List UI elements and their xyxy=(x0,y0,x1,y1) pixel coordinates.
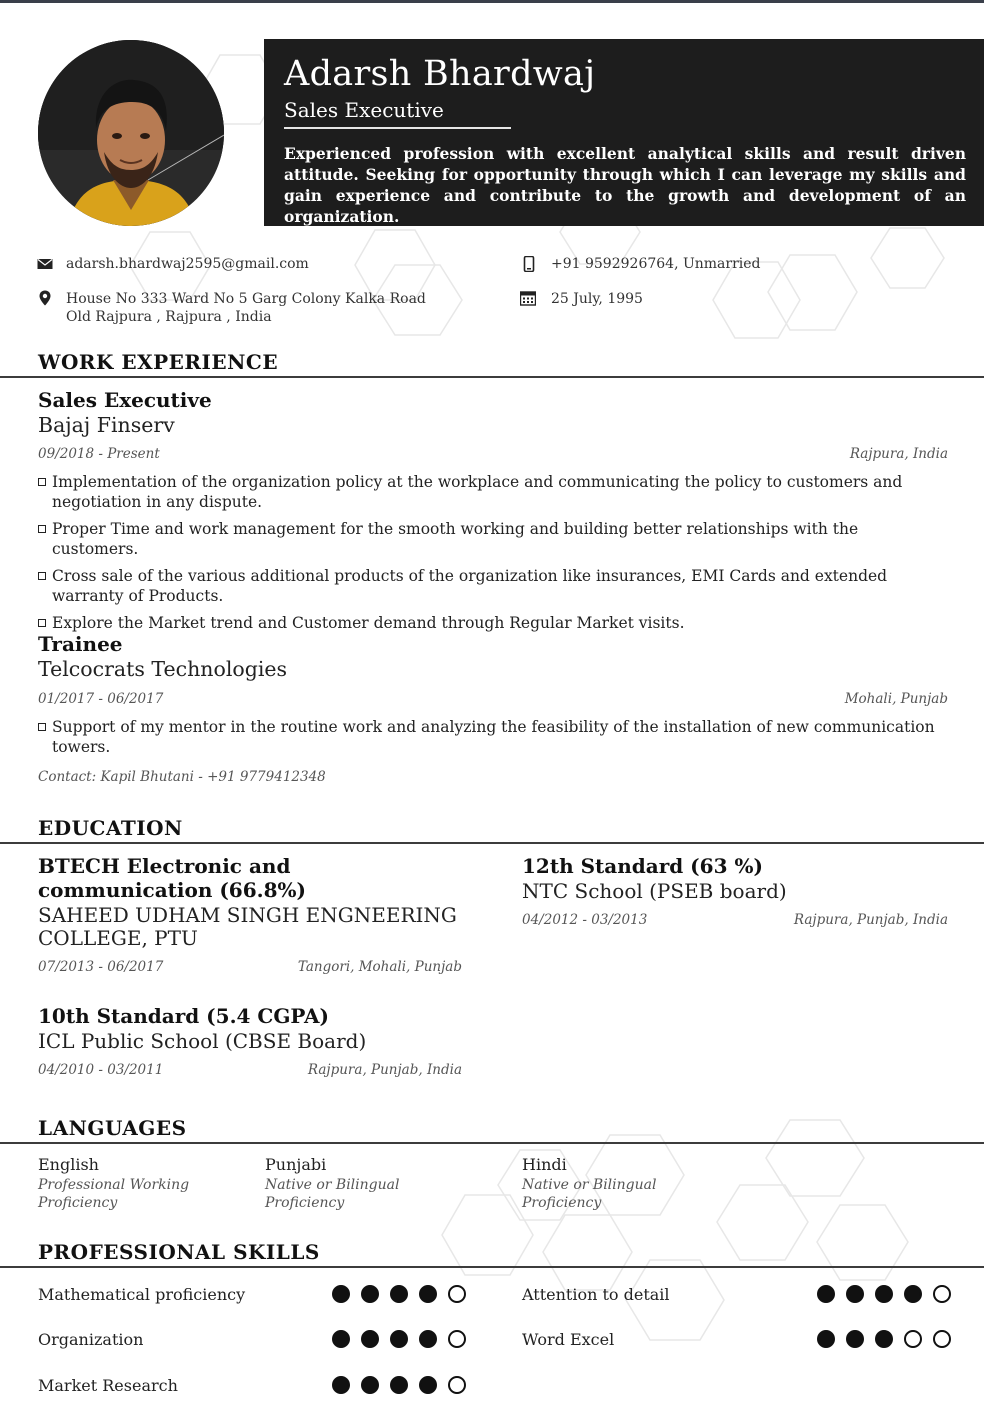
education-degree: 10th Standard (5.4 CGPA) xyxy=(38,1004,329,1028)
language-name: English xyxy=(38,1155,99,1174)
section-title-languages: LANGUAGES xyxy=(38,1116,187,1140)
language-level: Native or Bilingual Proficiency xyxy=(522,1177,657,1211)
section-rule-languages xyxy=(0,1142,984,1144)
rating-dot-filled xyxy=(875,1330,893,1348)
language-level: Native or Bilingual Proficiency xyxy=(265,1177,400,1211)
education-school: NTC School (PSEB board) xyxy=(522,879,787,903)
skill-rating xyxy=(332,1285,466,1303)
rating-dot-filled xyxy=(390,1376,408,1394)
job-dates: 01/2017 - 06/2017 xyxy=(38,691,164,707)
language-level: Professional Working Proficiency xyxy=(38,1177,190,1211)
rating-dot-filled xyxy=(817,1330,835,1348)
rating-dot-empty xyxy=(933,1330,951,1348)
education-location: Tangori, Mohali, Punjab xyxy=(297,959,462,975)
section-title-work: WORK EXPERIENCE xyxy=(38,350,279,374)
rating-dot-empty xyxy=(448,1330,466,1348)
skill-rating xyxy=(332,1330,466,1348)
rating-dot-filled xyxy=(817,1285,835,1303)
rating-dot-filled xyxy=(361,1330,379,1348)
address-line2: Old Rajpura , Rajpura , India xyxy=(66,309,272,325)
rating-dot-filled xyxy=(419,1376,437,1394)
rating-dot-empty xyxy=(448,1285,466,1303)
job-bullets xyxy=(38,472,948,640)
education-dates: 04/2012 - 03/2013 xyxy=(522,912,648,928)
skill-name: Attention to detail xyxy=(522,1285,670,1304)
section-title-skills: PROFESSIONAL SKILLS xyxy=(38,1240,320,1264)
map-pin-icon xyxy=(37,290,53,306)
job-company: Bajaj Finserv xyxy=(38,413,175,437)
education-dates: 07/2013 - 06/2017 xyxy=(38,959,164,975)
rating-dot-filled xyxy=(390,1285,408,1303)
job-company: Telcocrats Technologies xyxy=(38,657,288,681)
job-reference-contact: Contact: Kapil Bhutani - +91 9779412348 xyxy=(38,769,326,785)
rating-dot-filled xyxy=(332,1330,350,1348)
rating-dot-filled xyxy=(332,1376,350,1394)
summary-text: Experienced profession with excellent analytical skills and result driven attitude. Seeking for opportunity through which I can leverage my skills and gain experience and contribute to the growth and development of an organization. xyxy=(284,144,966,226)
language-name: Hindi xyxy=(522,1155,567,1174)
skill-name: Market Research xyxy=(38,1376,178,1395)
rating-dot-filled xyxy=(904,1285,922,1303)
job-title: Trainee xyxy=(38,632,123,656)
rating-dot-empty xyxy=(904,1330,922,1348)
education-location: Rajpura, Punjab, India xyxy=(307,1062,462,1078)
education-degree: 12th Standard (63 %) xyxy=(522,854,763,878)
rating-dot-filled xyxy=(332,1285,350,1303)
rating-dot-filled xyxy=(875,1285,893,1303)
skill-rating xyxy=(817,1285,951,1303)
list-item: Implementation of the organization policy at the workplace and communicating the policy to customers and negotiation in any dispute. xyxy=(38,472,948,512)
rating-dot-filled xyxy=(846,1285,864,1303)
education-school: SAHEED UDHAM SINGH ENGNEERING COLLEGE, PTU xyxy=(38,903,457,950)
header-banner xyxy=(264,39,984,226)
education-dates: 04/2010 - 03/2011 xyxy=(38,1062,164,1078)
section-title-education: EDUCATION xyxy=(38,816,183,840)
skill-name: Word Excel xyxy=(522,1330,615,1349)
skill-rating xyxy=(332,1376,466,1394)
rating-dot-filled xyxy=(361,1285,379,1303)
section-rule-education xyxy=(0,842,984,844)
education-school: ICL Public School (CBSE Board) xyxy=(38,1029,367,1053)
profile-photo xyxy=(38,40,224,226)
list-item: Support of my mentor in the routine work and analyzing the feasibility of the installation of new communication towers. xyxy=(38,717,948,757)
rating-dot-empty xyxy=(448,1376,466,1394)
top-rule xyxy=(0,0,984,3)
skill-rating xyxy=(817,1330,951,1348)
skill-name: Organization xyxy=(38,1330,144,1349)
envelope-icon xyxy=(37,256,53,272)
section-rule-work xyxy=(0,376,984,378)
job-bullets xyxy=(38,717,948,764)
job-location: Rajpura, India xyxy=(849,446,948,462)
role-underline xyxy=(284,127,511,129)
rating-dot-empty xyxy=(933,1285,951,1303)
rating-dot-filled xyxy=(390,1330,408,1348)
education-location: Rajpura, Punjab, India xyxy=(793,912,948,928)
rating-dot-filled xyxy=(419,1330,437,1348)
rating-dot-filled xyxy=(361,1376,379,1394)
skill-name: Mathematical proficiency xyxy=(38,1285,246,1304)
education-degree: BTECH Electronic and communication (66.8%) xyxy=(38,854,306,902)
phone-text: +91 9592926764, Unmarried xyxy=(551,256,761,272)
section-rule-skills xyxy=(0,1266,984,1268)
list-item: Cross sale of the various additional products of the organization like insurances, EMI Cards and extended warranty of Products. xyxy=(38,566,948,606)
list-item: Explore the Market trend and Customer demand through Regular Market visits. xyxy=(38,613,948,633)
job-dates: 09/2018 - Present xyxy=(38,446,160,462)
address-line1: House No 333 Ward No 5 Garg Colony Kalka Road xyxy=(66,291,426,307)
candidate-name: Adarsh Bhardwaj xyxy=(284,54,596,94)
job-location: Mohali, Punjab xyxy=(844,691,948,707)
phone-icon xyxy=(521,256,537,272)
list-item: Proper Time and work management for the smooth working and building better relationships with the customers. xyxy=(38,519,948,559)
calendar-icon xyxy=(520,290,536,306)
language-name: Punjabi xyxy=(265,1155,327,1174)
email-text[interactable]: adarsh.bhardwaj2595@gmail.com xyxy=(66,256,309,272)
candidate-role: Sales Executive xyxy=(284,98,444,122)
rating-dot-filled xyxy=(846,1330,864,1348)
job-title: Sales Executive xyxy=(38,388,212,412)
rating-dot-filled xyxy=(419,1285,437,1303)
dob-text: 25 July, 1995 xyxy=(551,291,643,307)
